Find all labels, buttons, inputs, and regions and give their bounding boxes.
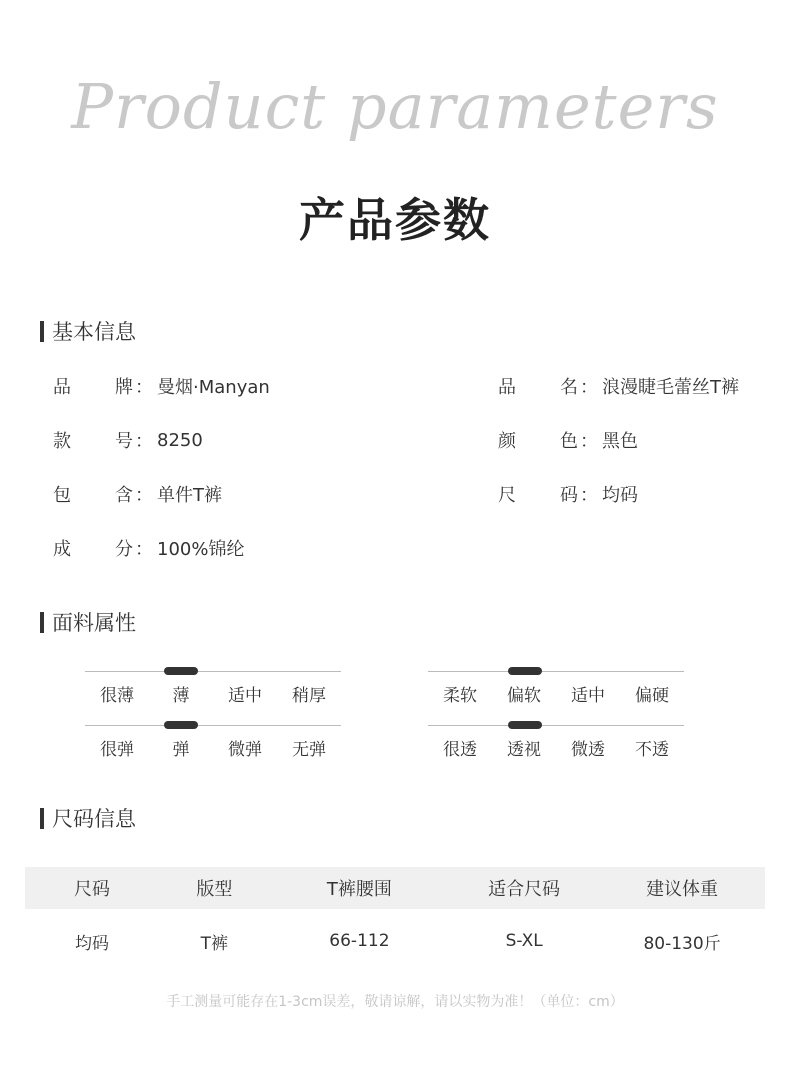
scale-option: 弹: [172, 740, 190, 760]
column-header: 尺码: [25, 867, 159, 909]
size-table-header-row: [25, 867, 765, 909]
scale-option: 适中: [228, 686, 262, 706]
scale-option: 适中: [571, 686, 605, 706]
table-cell: 80-130斤: [643, 933, 721, 954]
info-value: 均码: [602, 485, 638, 506]
info-value: 黑色: [602, 431, 638, 452]
info-label: 颜 色: [498, 431, 578, 452]
scale-option: 无弹: [292, 740, 326, 760]
column-header: T裤腰围: [270, 867, 450, 909]
heading-bar: [40, 321, 44, 342]
scale-line: [428, 725, 684, 726]
info-row-name: 品 名 ： 浪漫睫毛蕾丝T裤: [498, 373, 739, 399]
fabric-heading: [40, 607, 136, 637]
basic-info-heading: [40, 316, 136, 346]
info-row-material: 成 分 ： 100%锦纶: [53, 535, 244, 561]
column-header: 建议体重: [599, 867, 765, 909]
info-value: 浪漫睫毛蕾丝T裤: [602, 377, 739, 398]
info-row-style-no: 款 号 ： 8250: [53, 427, 203, 453]
scale-option: 很弹: [100, 740, 134, 760]
info-value: 8250: [157, 429, 203, 451]
scale-option: 柔软: [443, 686, 477, 706]
info-row-color: 颜 色 ： 黑色: [498, 427, 638, 453]
scale-option: 稍厚: [292, 686, 326, 706]
heading-bar: [40, 808, 44, 829]
column-header: 版型: [159, 867, 270, 909]
scale-option: 薄: [172, 686, 190, 706]
scale-line: [85, 725, 341, 726]
info-value: 曼烟·Manyan: [157, 377, 270, 398]
scale-option: 很透: [443, 740, 477, 760]
info-value: 100%锦纶: [157, 539, 245, 560]
script-title: Product parameters: [71, 70, 719, 143]
scale-option: 不透: [635, 740, 669, 760]
column-header: 适合尺码: [449, 867, 599, 909]
scale-transparency: [428, 725, 684, 775]
size-table: [25, 867, 765, 973]
scale-softness: [428, 671, 684, 721]
table-cell: T裤: [200, 933, 229, 954]
table-row: [25, 909, 765, 973]
page-title: 产品参数: [299, 193, 491, 247]
info-row-size: 尺 码 ： 均码: [498, 481, 638, 507]
scale-option: 微透: [571, 740, 605, 760]
scale-thickness: [85, 671, 341, 721]
info-label: 成 分: [53, 539, 133, 560]
info-value: 单件T裤: [157, 485, 222, 506]
table-cell: 66-112: [329, 931, 390, 951]
scale-option: 偏硬: [635, 686, 669, 706]
size-heading: [40, 803, 136, 833]
scale-option: 很薄: [100, 686, 134, 706]
fabric-heading-text: 面料属性: [52, 611, 136, 635]
scale-line: [85, 671, 341, 672]
scale-line: [428, 671, 684, 672]
scale-marker: [164, 667, 198, 675]
scale-option: 微弹: [228, 740, 262, 760]
info-label: 品 名: [498, 377, 578, 398]
info-label: 包 含: [53, 485, 133, 506]
scale-option: 偏软: [507, 686, 541, 706]
scale-marker: [164, 721, 198, 729]
scale-option: 透视: [507, 740, 541, 760]
scale-marker: [508, 721, 542, 729]
heading-bar: [40, 612, 44, 633]
table-cell: S-XL: [505, 931, 543, 951]
measurement-note: 手工测量可能存在1-3cm误差，敬请谅解，请以实物为准！（单位：cm）: [166, 994, 624, 1010]
info-label: 款 号: [53, 431, 133, 452]
info-row-includes: 包 含 ： 单件T裤: [53, 481, 222, 507]
scale-marker: [508, 667, 542, 675]
scale-elasticity: [85, 725, 341, 775]
table-cell: 均码: [75, 933, 110, 954]
size-heading-text: 尺码信息: [52, 807, 136, 831]
info-label: 尺 码: [498, 485, 578, 506]
info-row-brand: 品 牌 ： 曼烟·Manyan: [53, 373, 270, 399]
info-label: 品 牌: [53, 377, 133, 398]
basic-info-heading-text: 基本信息: [52, 320, 136, 344]
